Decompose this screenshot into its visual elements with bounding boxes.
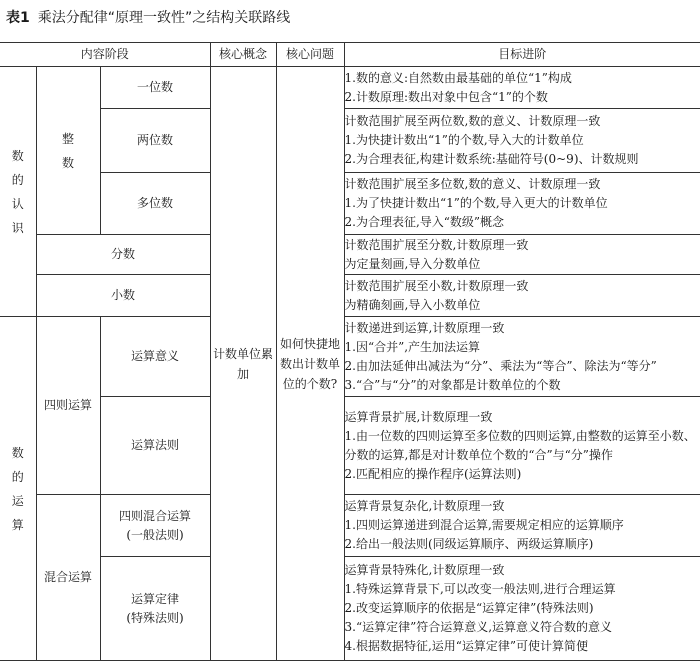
table-row <box>0 557 700 661</box>
group-mixed-ops: 混合运算 <box>36 495 100 661</box>
stage-cell: 两位数 <box>100 109 210 173</box>
group-integer: 整数 <box>36 67 100 235</box>
table-row <box>0 275 700 317</box>
group-four-ops: 四则运算 <box>36 317 100 495</box>
stage-cell: 运算法则 <box>100 397 210 495</box>
stage-cell: 小数 <box>36 275 210 317</box>
table-title: 乘法分配律“原理一致性”之结构关联路线 <box>37 10 291 26</box>
header-concept: 核心概念 <box>210 43 276 67</box>
stage-cell: 运算意义 <box>100 317 210 397</box>
table-row <box>0 67 700 109</box>
group-operations: 数的运算 <box>0 317 36 661</box>
goal-cell: 计数范围扩展至小数,计数原理一致 为精确刻画,导入小数单位 <box>344 275 700 317</box>
stage-cell: 分数 <box>36 235 210 275</box>
goal-cell: 运算背景复杂化,计数原理一致 1.四则运算递进到混合运算,需要规定相应的运算顺序 2.给出一般法则(同级运算顺序、两级运算顺序) <box>344 495 700 557</box>
stage-cell: 四则混合运算 (一般法则) <box>100 495 210 557</box>
header-question: 核心问题 <box>276 43 344 67</box>
goal-cell: 计数范围扩展至多位数,数的意义、计数原理一致 1.为了快捷计数出“1”的个数,导入更大的计数单位 2.为合理表征,导入“数级”概念 <box>344 173 700 235</box>
table-caption <box>6 8 290 28</box>
header-stage: 内容阶段 <box>0 43 210 67</box>
table-row <box>0 173 700 235</box>
goal-cell: 1.数的意义:自然数由最基础的单位“1”构成 2.计数原理:数出对象中包含“1”的个数 <box>344 67 700 109</box>
goal-cell: 计数范围扩展至分数,计数原理一致 为定量刻画,导入分数单位 <box>344 235 700 275</box>
goal-cell: 计数递进到运算,计数原理一致 1.因“合并”,产生加法运算 2.由加法延伸出减法为“分”、乘法为“等合”、除法为“等分” 3.“合”与“分”的对象都是计数单位的个数 <box>344 317 700 397</box>
header-row <box>0 43 700 67</box>
table-row <box>0 235 700 275</box>
table-row <box>0 109 700 173</box>
stage-cell: 运算定律 (特殊法则) <box>100 557 210 661</box>
table-row <box>0 317 700 397</box>
learning-path-table <box>0 42 700 661</box>
core-question-cell: 如何快捷地数出计数单位的个数? <box>276 67 344 661</box>
goal-cell: 运算背景扩展,计数原理一致 1.由一位数的四则运算至多位数的四则运算,由整数的运算至小数、分数的运算,都是对计数单位个数的“合”与“分”操作 2.匹配相应的操作程序(运算法则) <box>344 397 700 495</box>
stage-cell: 一位数 <box>100 67 210 109</box>
table-row <box>0 397 700 495</box>
table-number: 表1 <box>6 10 30 26</box>
goal-cell: 计数范围扩展至两位数,数的意义、计数原理一致 1.为快捷计数出“1”的个数,导入大的计数单位 2.为合理表征,构建计数系统:基础符号(0~9)、计数规则 <box>344 109 700 173</box>
header-goal: 目标进阶 <box>344 43 700 67</box>
goal-cell: 运算背景特殊化,计数原理一致 1.特殊运算背景下,可以改变一般法则,进行合理运算 2.改变运算顺序的依据是“运算定律”(特殊法则) 3.“运算定律”符合运算意义,运算意义符合数的意义 4.根据数据特征,运用“运算定律”可使计算简便 <box>344 557 700 661</box>
table-row <box>0 495 700 557</box>
group-number-recognition: 数的认识 <box>0 67 36 317</box>
stage-cell: 多位数 <box>100 173 210 235</box>
core-concept-cell: 计数单位累加 <box>210 67 276 661</box>
